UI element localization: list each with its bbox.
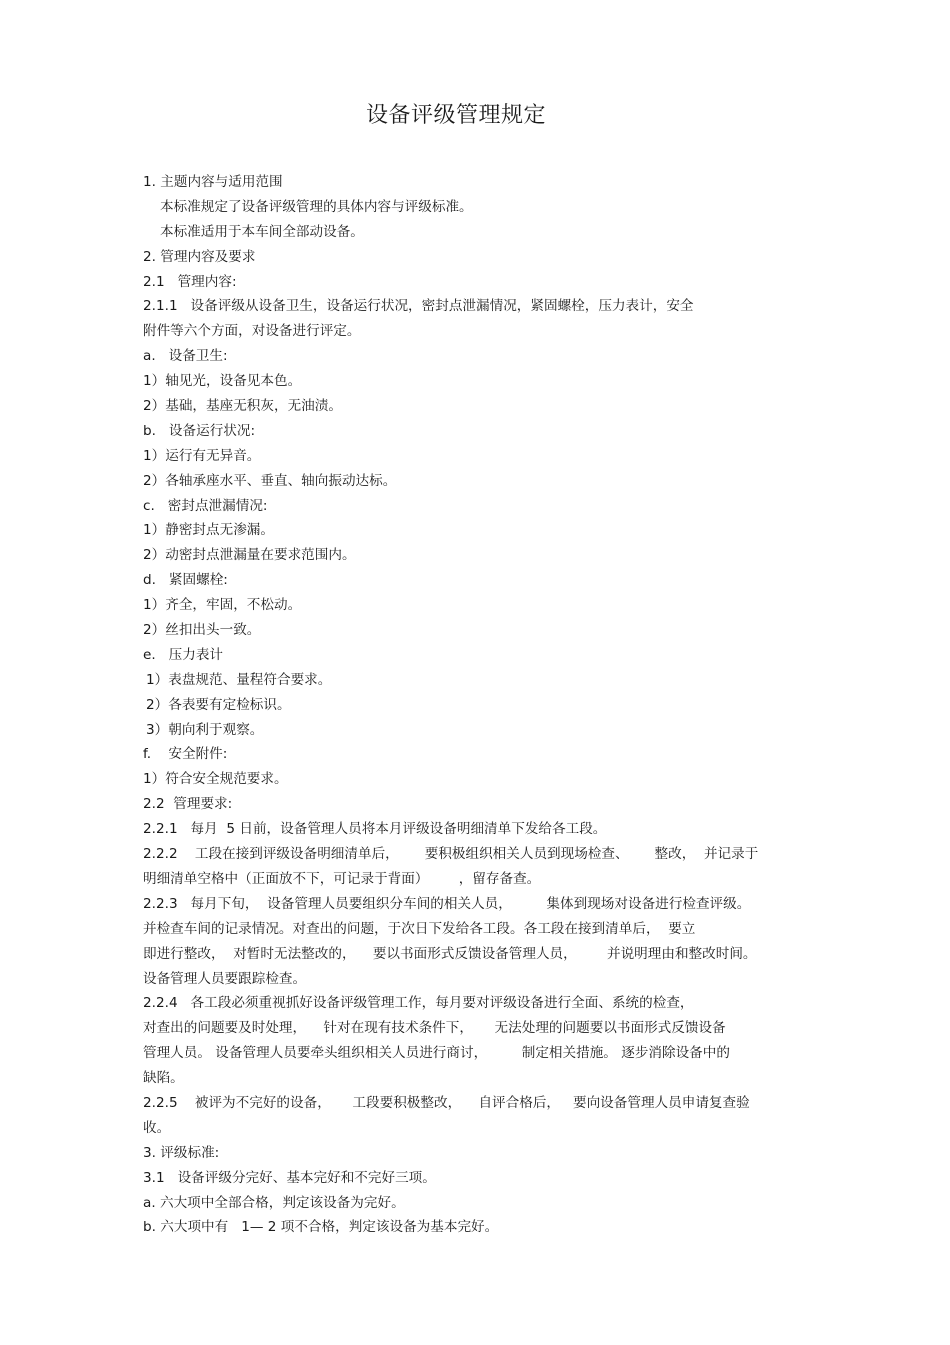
- list-heading: b. 设备运行状况:: [143, 422, 256, 439]
- list-item: 1）齐全，牢固，不松动。: [143, 597, 302, 614]
- list-item: b. 六大项中有 1— 2 项不合格，判定该设备为基本完好。: [143, 1219, 499, 1236]
- paragraph-line: 2.2.4 各工段必须重视抓好设备评级管理工作，每月要对评级设备进行全面、系统的检查，: [143, 995, 694, 1012]
- paragraph-line: 本标准适用于本车间全部动设备。: [160, 223, 364, 240]
- paragraph-line: 明细清单空格中（正面放不下，可记录于背面） ，留存备查。: [143, 870, 541, 887]
- paragraph-line: 2.2.5 被评为不完好的设备， 工段要积极整改， 自评合格后， 要向设备管理人员申请复查验: [143, 1094, 750, 1111]
- paragraph-line: 2.2.1 每月 5 日前，设备管理人员将本月评级设备明细清单下发给各工段。: [143, 821, 607, 838]
- list-item: 1）表盘规范、量程符合要求。: [146, 671, 332, 688]
- document-body: [143, 170, 823, 1240]
- list-item: 1）静密封点无渗漏。: [143, 522, 274, 539]
- paragraph-line: 收。: [143, 1119, 171, 1136]
- paragraph-line: 缺陷。: [143, 1070, 184, 1087]
- paragraph-line: 并检查车间的记录情况。对查出的问题，于次日下发给各工段。各工段在接到清单后， 要立: [143, 920, 696, 937]
- list-heading: d. 紧固螺栓:: [143, 572, 228, 589]
- paragraph-line: 2.2.3 每月下旬， 设备管理人员要组织分车间的相关人员， 集体到现场对设备进行检查评级。: [143, 895, 751, 912]
- subsection-heading: 3.1 设备评级分完好、基本完好和不完好三项。: [143, 1169, 436, 1186]
- list-item: 1）符合安全规范要求。: [143, 771, 288, 788]
- list-item: 2）动密封点泄漏量在要求范围内。: [143, 547, 356, 564]
- list-item: 2）各表要有定检标识。: [146, 696, 291, 713]
- list-heading: f. 安全附件:: [143, 746, 228, 763]
- subsection-heading: 2.2 管理要求:: [143, 796, 233, 813]
- list-item: 2）丝扣出头一致。: [143, 622, 261, 639]
- document-title: 设备评级管理规定: [365, 103, 546, 128]
- paragraph-line: 设备管理人员要跟踪检查。: [143, 970, 307, 987]
- paragraph-line: 附件等六个方面，对设备进行评定。: [143, 323, 361, 340]
- paragraph-line: 2.2.2 工段在接到评级设备明细清单后， 要积极组织相关人员到现场检查、 整改， 并记录于: [143, 846, 759, 863]
- list-heading: c. 密封点泄漏情况:: [143, 497, 268, 514]
- section-heading: 1. 主题内容与适用范围: [143, 174, 283, 190]
- list-item: a. 六大项中全部合格，判定该设备为完好。: [143, 1194, 405, 1211]
- subsection-heading: 2.1 管理内容:: [143, 273, 237, 290]
- list-item: 1）轴见光，设备见本色。: [143, 373, 302, 390]
- section-heading: 2. 管理内容及要求: [143, 248, 256, 265]
- list-item: 2）各轴承座水平、垂直、轴向振动达标。: [143, 472, 397, 489]
- list-item: 3）朝向利于观察。: [146, 721, 264, 738]
- paragraph-line: 本标准规定了设备评级管理的具体内容与评级标准。: [160, 198, 473, 215]
- list-item: 1）运行有无异音。: [143, 447, 261, 464]
- list-item: 2）基础，基座无积灰，无油渍。: [143, 398, 342, 415]
- paragraph-line: 管理人员。 设备管理人员要牵头组织相关人员进行商讨， 制定相关措施。 逐步消除设备中的: [143, 1045, 730, 1062]
- section-heading: 3. 评级标准:: [143, 1144, 220, 1161]
- paragraph-line: 即进行整改， 对暂时无法整改的， 要以书面形式反馈设备管理人员， 并说明理由和整改时间。: [143, 945, 757, 962]
- list-heading: e. 压力表计: [143, 646, 224, 663]
- paragraph-line: 2.1.1 设备评级从设备卫生，设备运行状况，密封点泄漏情况，紧固螺栓，压力表计，安全: [143, 298, 694, 315]
- list-heading: a. 设备卫生:: [143, 348, 228, 365]
- paragraph-line: 对查出的问题要及时处理， 针对在现有技术条件下， 无法处理的问题要以书面形式反馈设备: [143, 1020, 726, 1037]
